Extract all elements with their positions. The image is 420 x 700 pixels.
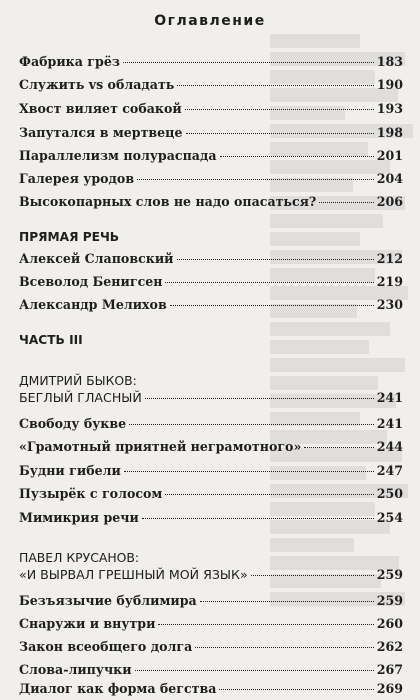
toc-entry-title: Закон всеобщего долга — [19, 639, 193, 654]
toc-entry-title: Всеволод Бенигсен — [19, 274, 163, 289]
toc-entry-title: Запутался в мертвеце — [19, 125, 183, 140]
toc-entry-page: 267 — [376, 662, 403, 677]
toc-entry-title: Будни гибели — [19, 463, 121, 478]
toc-entry[interactable] — [19, 272, 403, 292]
leader-dots — [123, 62, 374, 63]
toc-entry-page: 260 — [376, 616, 403, 631]
toc-entry[interactable] — [19, 679, 403, 699]
toc-heading: Оглавление — [154, 13, 266, 29]
leader-dots — [137, 179, 374, 180]
leader-dots — [135, 670, 374, 671]
toc-entry-title: Безъязычие бублимира — [19, 593, 197, 608]
leader-dots — [304, 447, 373, 448]
leader-dots — [200, 601, 374, 602]
leader-dots — [142, 518, 374, 519]
leader-dots — [165, 282, 373, 283]
toc-entry-page: 247 — [376, 463, 403, 478]
leader-dots — [158, 624, 373, 625]
leader-dots — [170, 305, 374, 306]
part-heading: ЧАСТЬ III — [19, 333, 83, 347]
toc-entry[interactable] — [19, 75, 403, 95]
leader-dots — [195, 647, 373, 648]
leader-dots — [129, 424, 374, 425]
leader-dots — [124, 471, 374, 472]
toc-entry[interactable] — [19, 146, 403, 166]
leader-dots — [219, 689, 373, 690]
toc-entry-page: 183 — [376, 54, 403, 69]
toc-entry[interactable] — [19, 388, 403, 408]
toc-entry-page: 201 — [376, 148, 403, 163]
toc-entry-title: Алексей Слаповский — [19, 251, 174, 266]
toc-entry-title: Служить vs обладать — [19, 77, 175, 92]
toc-entry-title: Свободу букве — [19, 416, 127, 431]
toc-entry-title: «Грамотный приятней неграмотного» — [19, 439, 302, 454]
toc-entry-page: 254 — [376, 510, 403, 525]
toc-entry[interactable] — [19, 249, 403, 269]
toc-entry-page: 262 — [376, 639, 403, 654]
toc-entry-title: «И ВЫРВАЛ ГРЕШНЫЙ МОЙ ЯЗЫК» — [19, 567, 248, 582]
toc-entry-page: 241 — [376, 416, 403, 431]
toc-entry[interactable] — [19, 169, 403, 189]
toc-entry-title: Параллелизм полураспада — [19, 148, 217, 163]
leader-dots — [165, 494, 373, 495]
show-through-text — [270, 30, 420, 640]
toc-entry-page: 206 — [376, 194, 403, 209]
toc-entry-page: 198 — [376, 125, 403, 140]
toc-entry[interactable] — [19, 591, 403, 611]
toc-entry-page: 230 — [376, 297, 403, 312]
leader-dots — [186, 133, 374, 134]
toc-entry-title: Слова-липучки — [19, 662, 132, 677]
toc-entry[interactable] — [19, 637, 403, 657]
toc-entry-page: 250 — [376, 486, 403, 501]
toc-entry[interactable] — [19, 508, 403, 528]
toc-entry[interactable] — [19, 461, 403, 481]
toc-entry-page: 193 — [376, 101, 403, 116]
toc-entry-page: 219 — [376, 274, 403, 289]
toc-entry-title: Мимикрия речи — [19, 510, 139, 525]
toc-entry-title: Александр Мелихов — [19, 297, 167, 312]
leader-dots — [220, 156, 374, 157]
toc-entry[interactable] — [19, 295, 403, 315]
toc-entry-title: Высокопарных слов не надо опасаться? — [19, 194, 317, 209]
toc-entry-page: 259 — [376, 567, 403, 582]
leader-dots — [251, 575, 374, 576]
toc-entry[interactable] — [19, 99, 403, 119]
toc-entry[interactable] — [19, 414, 403, 434]
section-heading: ПРЯМАЯ РЕЧЬ — [19, 230, 120, 244]
author-heading: ПАВЕЛ КРУСАНОВ: — [19, 550, 140, 565]
leader-dots — [177, 259, 374, 260]
toc-entry-title: Диалог как форма бегства — [19, 681, 217, 696]
toc-entry-title: Пузырёк с голосом — [19, 486, 163, 501]
toc-entry-title: Снаружи и внутри — [19, 616, 156, 631]
toc-entry[interactable] — [19, 192, 403, 212]
toc-entry-title: БЕГЛЫЙ ГЛАСНЫЙ — [19, 390, 142, 405]
leader-dots — [145, 398, 374, 399]
toc-entry[interactable] — [19, 437, 403, 457]
toc-entry-page: 204 — [376, 171, 403, 186]
leader-dots — [185, 109, 374, 110]
leader-dots — [177, 85, 373, 86]
toc-entry[interactable] — [19, 123, 403, 143]
toc-entry-title: Галерея уродов — [19, 171, 135, 186]
toc-entry-page: 241 — [376, 390, 403, 405]
author-heading: ДМИТРИЙ БЫКОВ: — [19, 373, 137, 388]
toc-entry-title: Хвост виляет собакой — [19, 101, 182, 116]
toc-entry[interactable] — [19, 660, 403, 680]
toc-entry[interactable] — [19, 614, 403, 634]
toc-entry[interactable] — [19, 565, 403, 585]
toc-entry-title: Фабрика грёз — [19, 54, 120, 69]
toc-entry[interactable] — [19, 484, 403, 504]
toc-entry-page: 259 — [376, 593, 403, 608]
leader-dots — [319, 202, 373, 203]
toc-entry-page: 244 — [376, 439, 403, 454]
toc-entry-page: 212 — [376, 251, 403, 266]
toc-entry[interactable] — [19, 52, 403, 72]
toc-entry-page: 190 — [376, 77, 403, 92]
toc-entry-page: 269 — [376, 681, 403, 696]
